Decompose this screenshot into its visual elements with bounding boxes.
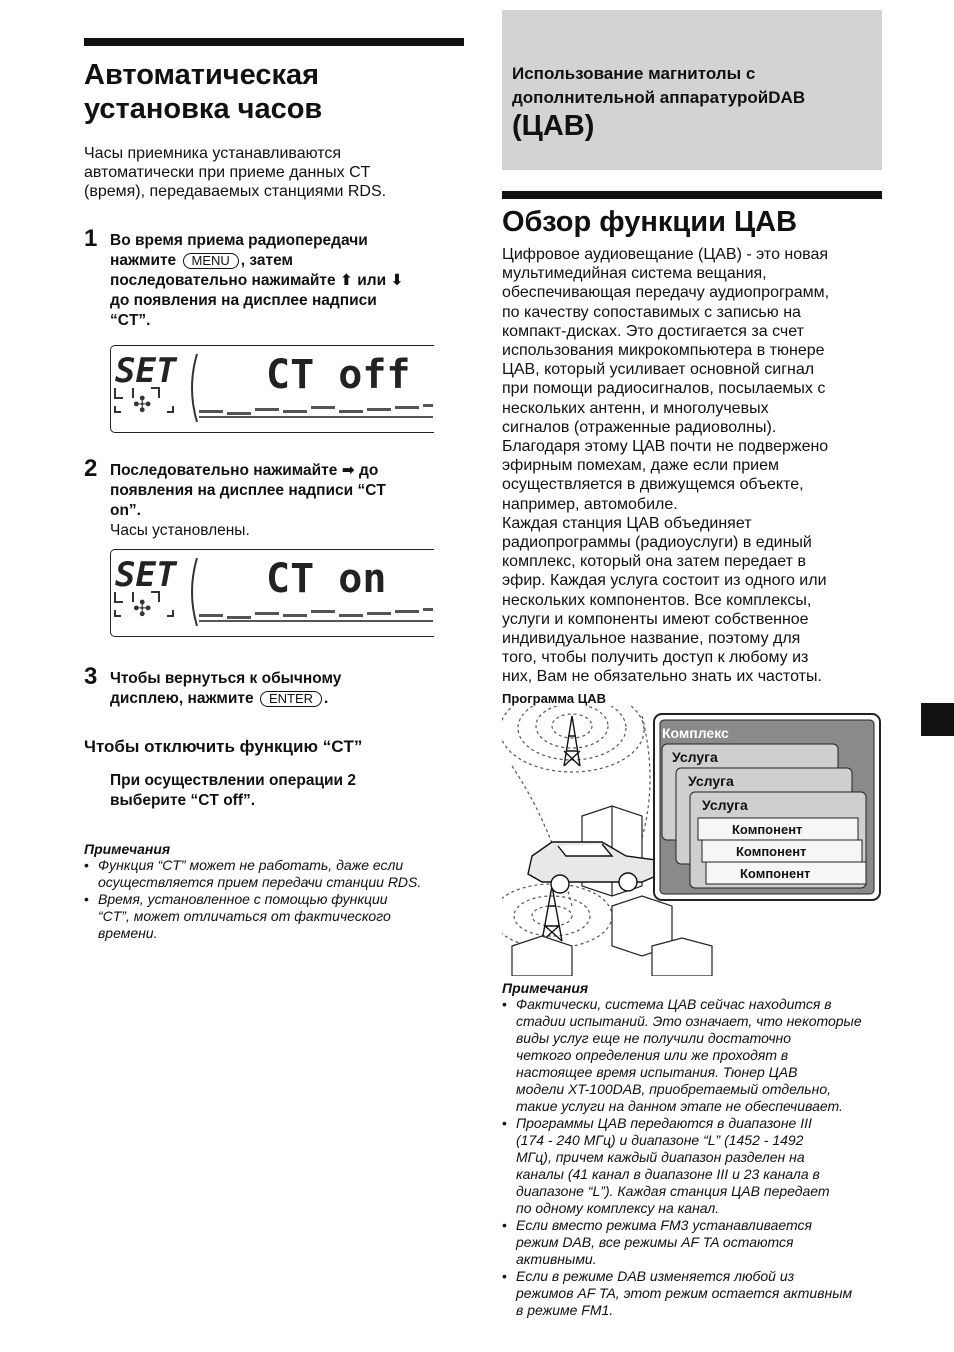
body-line: по качеству сопоставимых с записью на xyxy=(502,303,801,321)
component-label: Компонент xyxy=(736,843,807,859)
body-line: мультимедийная система вещания, xyxy=(502,265,767,283)
body-line: ЦАВ, который усиливает основной сигнал xyxy=(502,361,815,379)
ct-off-tip: При осуществлении операции 2 выберите “CT off”. xyxy=(110,772,357,809)
body-line: эфирным помехам, даже если прием xyxy=(502,457,779,475)
right-arrow-icon[interactable]: ➡ xyxy=(341,462,355,479)
page-side-tab xyxy=(921,703,954,736)
up-arrow-icon[interactable]: ⬆ xyxy=(339,272,353,289)
section-header-big: (ЦАВ) xyxy=(512,110,595,142)
service-label: Услуга xyxy=(672,748,718,765)
step-text: Чтобы вернуться к обычному дисплею, нажмите ENTER . xyxy=(110,670,342,707)
right-column xyxy=(502,10,882,1319)
section-header-text: Использование магнитолы с дополнительной аппаратуройDAB xyxy=(512,64,806,107)
note-item: • Функция “CT” может не работать, даже если осуществляется прием передачи станции RDS. xyxy=(84,857,464,891)
arrows-icon: ✣ xyxy=(133,392,152,417)
body-line: сигналов (отраженные радиоволны). xyxy=(502,418,777,436)
note-item: • Если в режиме DAB изменяется любой из режимов AF TA, этот режим остается активным в режиме FM1. xyxy=(502,1268,882,1319)
arrows-icon: ✣ xyxy=(133,596,152,621)
lcd-right-text: CT on xyxy=(266,556,387,602)
left-notes xyxy=(84,841,464,942)
ct-off-heading: Чтобы отключить функцию “CT” xyxy=(84,737,363,756)
note-item: • Время, установленное с помощью функции “CT”, может отличаться от фактического времени. xyxy=(84,891,464,942)
clock-intro: Часы приемника устанавливаются автоматически при приеме данных CT (время), передаваемых станциями RDS. xyxy=(84,145,387,200)
lcd-display-ct-on xyxy=(110,549,434,637)
dab-overview-body xyxy=(502,245,882,687)
step-2 xyxy=(84,455,464,541)
down-arrow-icon[interactable]: ⬇ xyxy=(390,272,404,289)
note-item: • Программы ЦАВ передаются в диапазоне III (174 - 240 МГц) и диапазоне “L” (1452 - 1492 МГц), причем каждый диапазон разделен на каналы (41 канал в диапазоне III и 23 канала в диапазоне “L”). Каждая станция ЦАВ передает по одному комплексу на канал. xyxy=(502,1115,882,1217)
tower-icon xyxy=(564,716,580,766)
body-line: них, Вам не обязательно знать их частоты. xyxy=(502,668,822,686)
body-line: при помощи радиосигналов, посылаемых с xyxy=(502,380,826,398)
body-line: Благодаря этому ЦАВ почти не подвержено xyxy=(502,438,829,456)
body-line: осуществляется в движущемся объекте, xyxy=(502,476,804,494)
section-rule xyxy=(502,191,882,199)
notes-title: Примечания xyxy=(502,979,589,996)
lcd-display-ct-off xyxy=(110,345,434,433)
lcd-right-text: CT off xyxy=(266,352,411,398)
body-line: услуги и компоненты имеют собственное xyxy=(502,610,809,628)
body-line: использования микрокомпьютера в тюнере xyxy=(502,342,825,360)
note-item: • Фактически, система ЦАВ сейчас находится в стадии испытаний. Это означает, что некоторые виды услуг еще не получили достаточно четкого определения или же проходят в настоящее время испытания. Тюнер ЦАВ модели XT-100DAB, приобретаемый отдельно, такие услуги на данном этапе не обеспечивает. xyxy=(502,996,882,1115)
service-label: Услуга xyxy=(688,772,734,789)
diagram-label: Программа ЦАВ xyxy=(502,690,606,706)
body-line: индивидуальное название, поэтому для xyxy=(502,630,801,648)
body-line: например, автомобиле. xyxy=(502,495,678,513)
left-column xyxy=(84,38,464,942)
section-header-box xyxy=(502,10,882,170)
body-line: обеспечивающая передачу аудиопрограмм, xyxy=(502,284,830,302)
body-line: нескольких компонентов. Все комплексы, xyxy=(502,591,812,609)
step-1 xyxy=(84,225,464,331)
step-number: 1 xyxy=(84,225,98,252)
body-line: комплекс, который она затем передает в xyxy=(502,553,806,571)
body-line: того, чтобы получить доступ к любому из xyxy=(502,649,809,667)
component-label: Компонент xyxy=(740,865,811,881)
step-number: 3 xyxy=(84,663,98,690)
step-3 xyxy=(84,663,464,709)
dab-overview-title: Обзор функции ЦАВ xyxy=(502,206,798,238)
step-text: Последовательно нажимайте ➡ до появления на дисплее надписи “CT on”. xyxy=(110,462,386,519)
dab-program-diagram xyxy=(502,706,882,976)
lcd-left-text: SET xyxy=(115,351,177,391)
menu-key[interactable]: MENU xyxy=(183,253,239,269)
body-line: Каждая станция ЦАВ объединяет xyxy=(502,514,752,532)
lcd-left-text: SET xyxy=(115,555,177,595)
right-notes xyxy=(502,980,882,1319)
note-item: • Если вместо режима FM3 устанавливается режим DAB, все режимы AF TA остаются активными. xyxy=(502,1217,882,1268)
step-text: Во время приема радиопередачи нажмите MENU , затем последовательно нажимайте ⬆ или ⬇ до появления на дисплее надписи “CT”. xyxy=(110,232,404,329)
step-number: 2 xyxy=(84,455,98,482)
notes-title: Примечания xyxy=(84,841,171,857)
body-line: компакт-дисках. Это достигается за счет xyxy=(502,322,804,340)
body-line: радиопрограммы (радиоуслуги) в единый xyxy=(502,534,812,552)
tower-icon xyxy=(542,886,562,941)
clock-section-title: Автоматическая установка часов xyxy=(84,59,323,125)
section-rule xyxy=(84,38,464,46)
component-label: Компонент xyxy=(732,821,803,837)
enter-key[interactable]: ENTER xyxy=(260,691,322,707)
service-label: Услуга xyxy=(702,796,748,813)
complex-panel xyxy=(654,714,880,900)
body-line: Цифровое аудиовещание (ЦАВ) - это новая xyxy=(502,246,829,263)
body-line: нескольких антенн, и многолучевых xyxy=(502,399,769,417)
complex-label: Комплекс xyxy=(662,724,729,741)
step-result: Часы установлены. xyxy=(110,522,250,539)
body-line: эфир. Каждая услуга состоит из одного или xyxy=(502,572,827,590)
